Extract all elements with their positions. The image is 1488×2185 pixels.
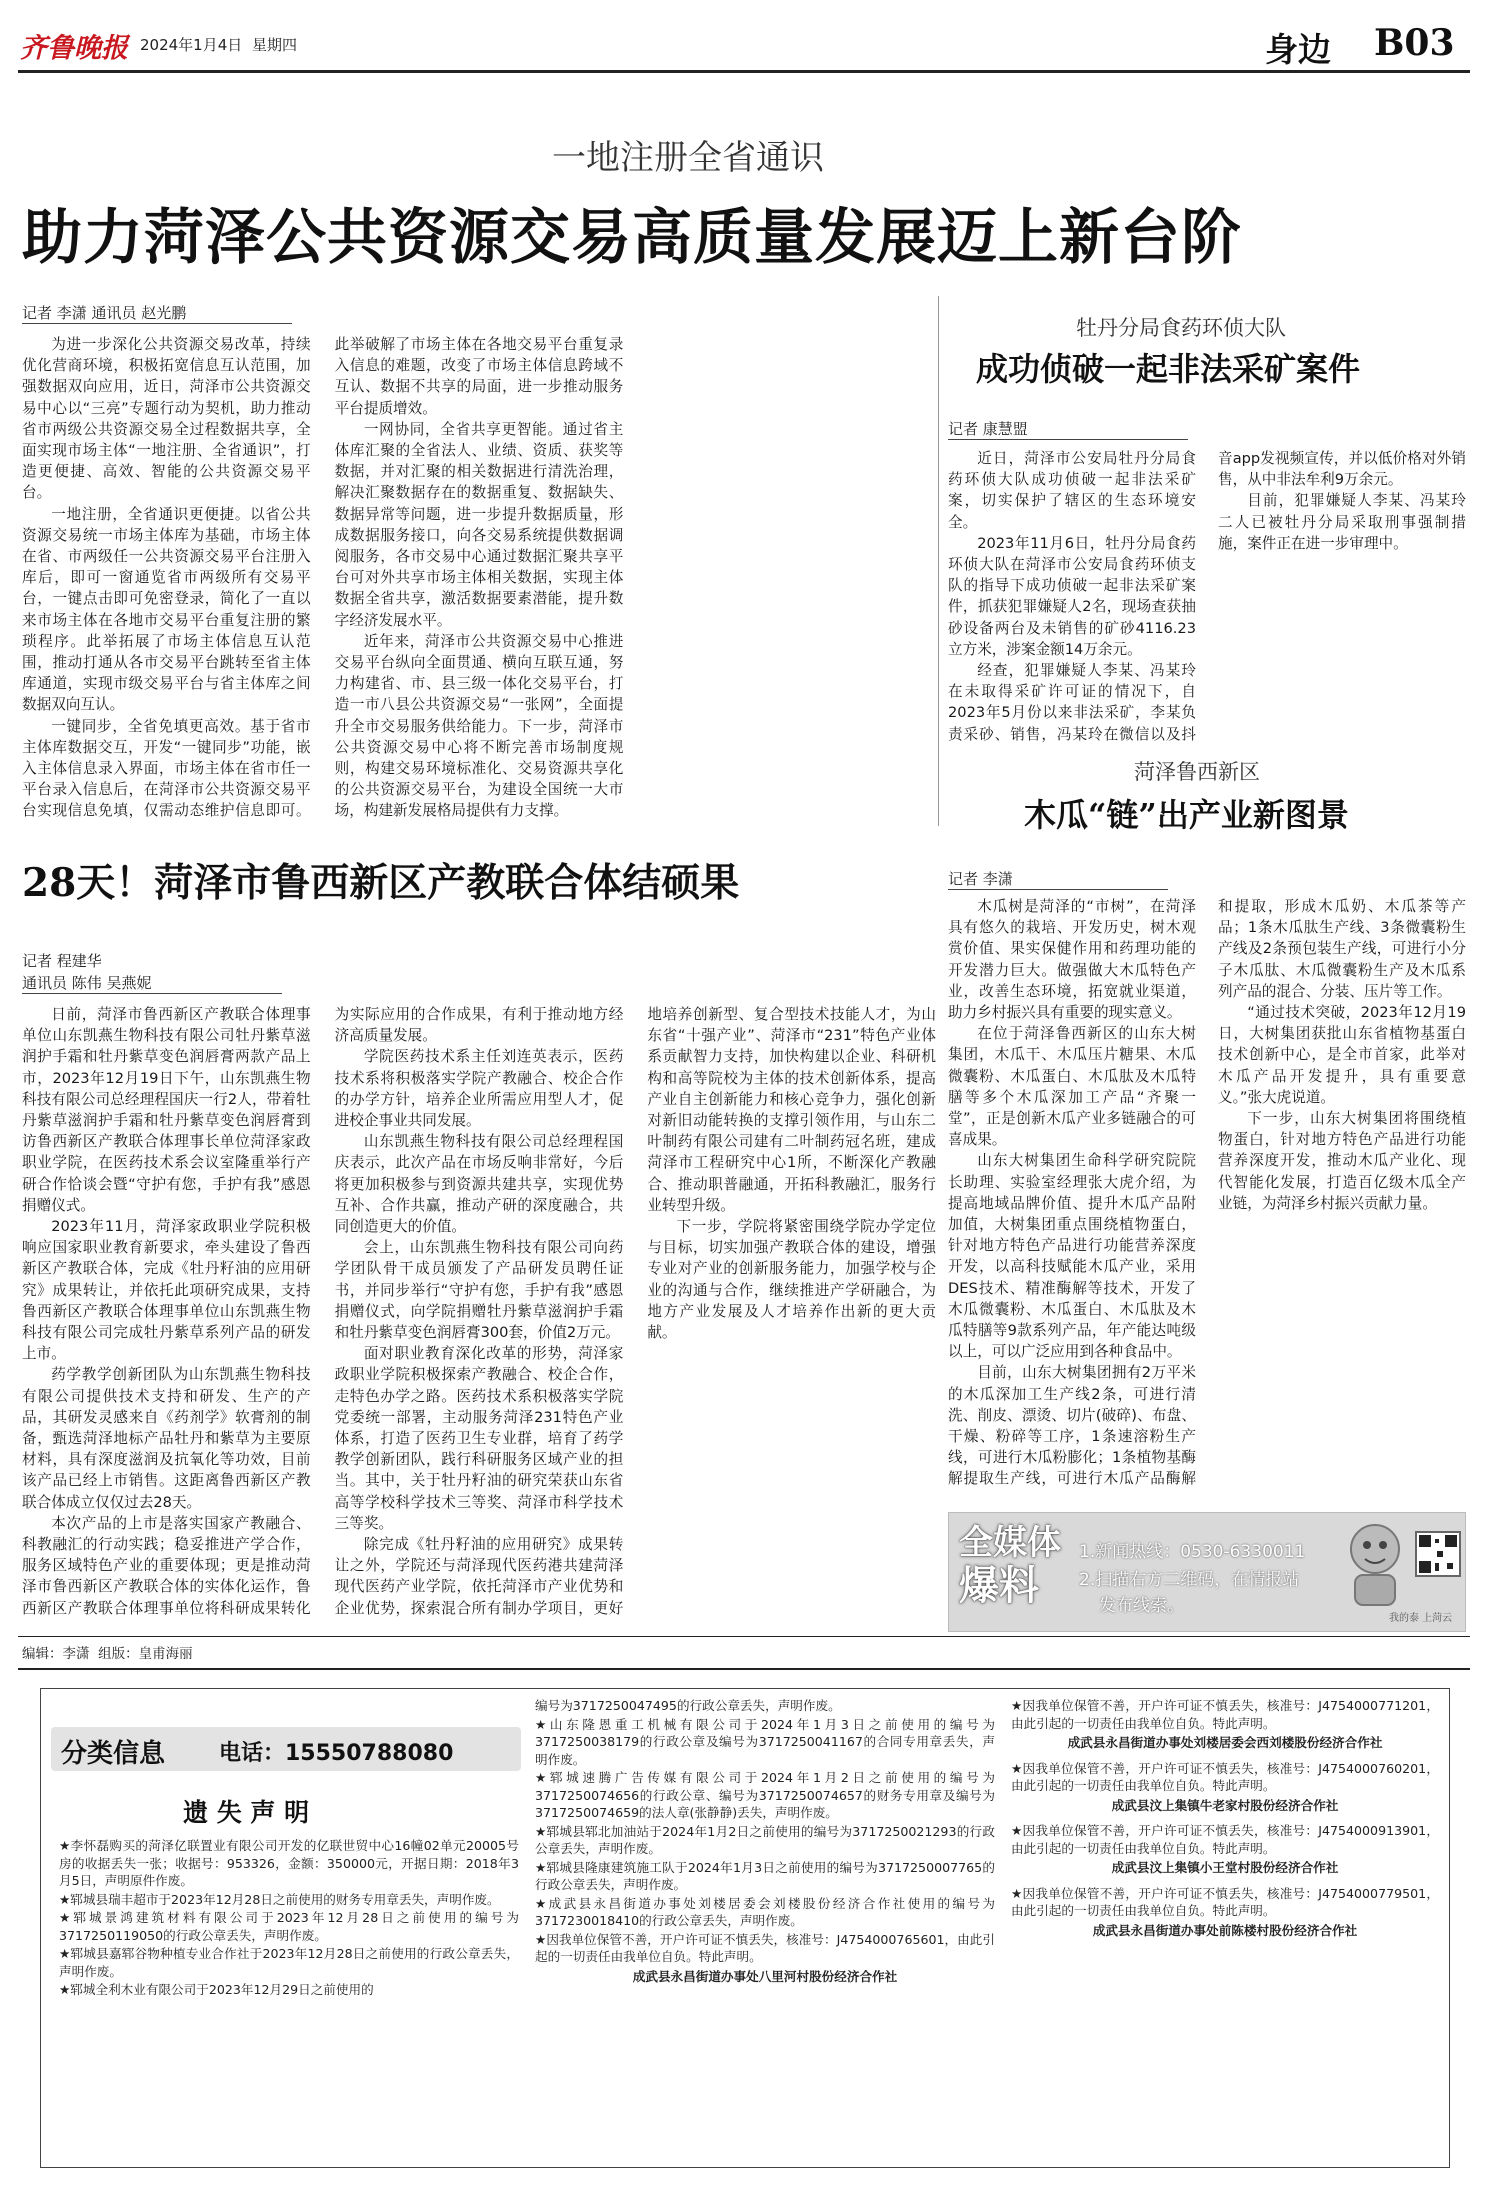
classified-col2 <box>535 1697 995 2159</box>
notice-signature: 成武县汶上集镇小王堂村股份经济合作社 <box>1111 1860 1339 1875</box>
story3-paragraph: 在位于菏泽鲁西新区的山东大树集团，木瓜干、木瓜压片糖果、木瓜微囊粉、木瓜蛋白、木瓜肽及木瓜特膳等多个木瓜深加工产品“齐聚一堂”，正是创新木瓜产业多链融合的可喜成果。 <box>948 1025 1196 1149</box>
story3-paragraph: 山东大树集团生命科学研究院院长助理、实验室经理张大虎介绍，为提高地域品牌价值、提升木瓜产品附加值，大树集团重点围绕植物蛋白，针对地方特色产品进行功能营养深度开发，以高科技赋能木瓜产业，采用DES技术、精准酶解等技术，开发了木瓜微囊粉、木瓜蛋白、木瓜肽及木瓜特膳等9款系列产品，年产能达吨级以上，可以广泛应用到各种食品中。 <box>948 1152 1196 1361</box>
story3-headline: 木瓜“链”出产业新图景 <box>1024 796 1349 834</box>
notice-signature: 成武县永昌街道办事处前陈楼村股份经济合作社 <box>1092 1922 1358 1938</box>
notice-item: ★成武县永昌街道办事处刘楼居委会刘楼股份经济合作社使用的编号为3717230018410的行政公章丢失，声明作废。 <box>535 1895 995 1928</box>
story1-paragraph: 一键同步，全省免填更高效。基于省市主体库数据交互，开发“一键同步”功能，嵌入主体信息录入界面，市场主体在省市任一平台录入信息后，在菏泽市公共资源交易平台实现信息免填，仅需动态维护信息即可。此举破解了市场主体在各地交易平台重复录入信息的难题，改变了市场主体信息跨域不互认、数据不共享的局面，进一步推动服务平台提质增效。 <box>22 336 624 820</box>
story3-body <box>948 896 1466 1506</box>
paper-logo: 齐鲁晚报 <box>20 33 128 64</box>
lost-notice-title: 遗 失 声 明 <box>183 1798 310 1827</box>
story3-byline: 记者 李潇 <box>948 868 1168 890</box>
story4-paragraph: 学院医药技术系主任刘连英表示，医药技术系将积极落实学院产教融合、校企合作的办学方针，培养企业所需应用型人才，促进校企事业共同发展。 <box>334 1048 624 1130</box>
ad-logo-line1: 全媒体 <box>959 1523 1061 1563</box>
section-rule <box>18 1668 1470 1670</box>
story2-paragraph: 目前，犯罪嫌疑人李某、冯某玲二人已被牡丹分局采取刑事强制措施，案件正在进一步审理中。 <box>1218 492 1466 552</box>
story2-byline: 记者 康慧盟 <box>948 418 1188 440</box>
story3-paragraph: 木瓜树是菏泽的“市树”，在菏泽具有悠久的栽培、开发历史，树木观赏价值、果实保健作用和药理功能的开发潜力巨大。做强做大木瓜特色产业，改善生态环境，拓宽就业渠道，助力乡村振兴具有重要的现实意义。 <box>948 898 1196 1022</box>
story4-paragraph: 除完成《牡丹籽油的应用研究》成果转让之外，学院还与菏泽现代医药港共建菏泽现代医药产业学院，依托菏泽市产业优势和企业优势，探索混合所有制办学项目，更好地培养创新型、复合型技术技能人才，为山东省“十强产业”、菏泽市“231”特色产业体系贡献智力支持，加快构建以企业、科研机构和高等院校为主体的技术创新体系，提高产业自主创新能力和核心竞争力，强化创新对新旧动能转换的支撑引领作用，与山东二叶制药有限公司建有二叶制药冠名班，建成菏泽市工程研究中心1所，不断深化产教融合、推动职普融通，开拓科教融汇，服务行业转型升级。 <box>334 1006 936 1617</box>
classified-section <box>40 1688 1450 2168</box>
story4-paragraph: 药学教学创新团队为山东凯燕生物科技有限公司提供技术支持和研发、生产的产品，其研发灵感来自《药剂学》软膏剂的制备，甄选菏泽地标产品牡丹和紫草为主要原材料，具有深度滋润及抗氧化等功效，目前该产品已经上市销售。这距离鲁西新区产教联合体成立仅仅过去28天。 <box>22 1366 311 1511</box>
notice-item: ★因我单位保管不善，开户许可证不慎丢失，核准号：J4754000765601，由此引起的一切责任由我单位自负。特此声明。 <box>535 1931 995 1964</box>
issue-weekday: 星期四 <box>252 36 298 54</box>
masthead <box>0 0 1488 68</box>
ad-hotline: 1.新闻热线：0530-6330011 <box>1079 1542 1306 1562</box>
notice-item: ★因我单位保管不善，开户许可证不慎丢失，核准号：J4754000913901，由此引起的一切责任由我单位自负。特此声明。 <box>1011 1823 1439 1856</box>
story1-kicker: 一地注册全省通识 <box>552 138 824 178</box>
ad-qr-caption: 我的泰 上菏云 <box>1389 1613 1453 1624</box>
story4-paragraph: 下一步，学院将紧密围绕学院办学定位与目标，切实加强产教联合体的建设，增强专业对产业的创新服务能力，加强学校与企业的沟通与合作，继续推进产学研融合，为地方产业发展及人才培养作出新的更大贡献。 <box>647 1218 936 1342</box>
issue-date: 2024年1月4日 <box>140 36 243 54</box>
story4-byline-correspondent: 通讯员 陈伟 吴燕妮 <box>22 972 282 994</box>
story3-kicker: 菏泽鲁西新区 <box>1134 760 1260 784</box>
story1-paragraph: 近年来，菏泽市公共资源交易中心推进交易平台纵向全面贯通、横向互联互通，努力构建省、市、县三级一体化交易平台，打造一市八县公共资源交易“一张网”，全面提升全市交易服务供给能力。下一步，菏泽市公共资源交易中心将不断完善市场制度规则，构建交易环境标准化、交易资源共享化的公共资源交易平台，为建设全国统一大市场，构建新发展格局提供有力支撑。 <box>334 632 624 820</box>
ad-mascot-icon <box>1339 1519 1411 1607</box>
tip-line-ad <box>948 1512 1466 1632</box>
notice-item: ★因我单位保管不善，开户许可证不慎丢失，核准号：J4754000779501，由此引起的一切责任由我单位自负。特此声明。 <box>1011 1885 1439 1918</box>
classified-header <box>51 1727 521 1771</box>
story1-byline: 记者 李潇 通讯员 赵光鹏 <box>22 302 292 324</box>
notice-signature: 成武县汶上集镇牛老家村股份经济合作社 <box>1111 1797 1339 1813</box>
story1-paragraph: 为进一步深化公共资源交易改革，持续优化营商环境，积极拓宽信息互认范围，加强数据双向应用，近日，菏泽市公共资源交易中心以“三亮”专题行动为契机，助力推动省市两级公共资源交易全过程数据共享，全面实现市场主体“一地注册、全省通识”，打造更便捷、高效、智能的公共资源交易平台。 <box>22 336 311 502</box>
notice-item: ★郓城县郓北加油站于2024年1月2日之前使用的编号为3717250021293的行政公章丢失，声明作废。 <box>535 1823 995 1856</box>
story4-body <box>22 1004 936 1630</box>
notice-item: ★郓城县嘉郓谷物种植专业合作社于2023年12月28日之前使用的行政公章丢失，声明作废。 <box>59 1946 519 1979</box>
story4-paragraph: 2023年11月，菏泽家政职业学院积极响应国家职业教育新要求，牵头建设了鲁西新区产教联合体，完成《牡丹籽油的应用研究》成果转让，并依托此项研究成果，支持鲁西新区产教联合体理事单位山东凯燕生物科技有限公司完成牡丹紫草系列产品的研发上市。 <box>22 1218 311 1363</box>
notice-item: ★山东隆恩重工机械有限公司于2024年1月3日之前使用的编号为3717250038179的行政公章及编号为3717250041167的合同专用章丢失，声明作废。 <box>535 1716 995 1767</box>
notice-item: ★郓城全利木业有限公司于2023年12月29日之前使用的 <box>59 1982 374 1997</box>
story1-body <box>22 334 936 824</box>
notice-signature: 成武县永昌街道办事处刘楼居委会西刘楼股份经济合作社 <box>1067 1735 1383 1750</box>
notice-signature: 成武县永昌街道办事处八里河村股份经济合作社 <box>632 1968 898 1984</box>
story1-paragraph: 一网协同，全省共享更智能。通过省主体库汇聚的全省法人、业绩、资质、获奖等数据，并对汇聚的相关数据进行清洗治理，解决汇聚数据存在的数据重复、数据缺失、数据异常等问题，进一步提升数据质量，形成数据服务接口，向各交易系统提供数据调阅服务，各市交易中心通过数据汇聚共享平台可对外共享市场主体相关数据，实现主体数据全省共享，激活数据要素潜能，提升数字经济发展水平。 <box>334 420 624 629</box>
classified-col3 <box>1011 1697 1439 2159</box>
story3-paragraph: 目前，山东大树集团拥有2万平米的木瓜深加工生产线2条，可进行清洗、削皮、漂烫、切片(破碎)、布盘、干燥、粉碎等工序，1条速溶粉生产线，可进行木瓜粉膨化；1条植物基酶解提取生产线，可进行木瓜产品酶解和提取，形成木瓜奶、木瓜茶等产品；1条木瓜肽生产线、3条微囊粉生产线及2条预包装生产线，可进行小分子木瓜肽、木瓜微囊粉生产及木瓜系列产品的混合、分装、压片等工作。 <box>948 898 1466 1488</box>
story4-paragraph: 山东凯燕生物科技有限公司总经理程国庆表示，此次产品在市场反响非常好，今后将更加积极参与到资源共建共享，实现优势互补、合作共赢，推动产研的深度融合，共同创造更大的价值。 <box>334 1133 624 1236</box>
notice-item: ★李怀磊购买的菏泽亿联置业有限公司开发的亿联世贸中心16幢02单元20005号房的收据丢失一张；收据号：953326，金额：350000元，开据日期：2018年3月5日，声明原件作废。 <box>59 1838 519 1888</box>
ad-logo <box>959 1523 1059 1609</box>
notice-item: ★因我单位保管不善，开户许可证不慎丢失，核准号：J4754000760201，由此引起的一切责任由我单位自负。特此声明。 <box>1011 1760 1439 1793</box>
story4-headline: 28天！菏泽市鲁西新区产教联合体结硕果 <box>22 860 740 906</box>
column-divider <box>938 296 939 826</box>
notice-item: ★郓城景鸿建筑材料有限公司于2023年12月28日之前使用的编号为3717250119050的行政公章丢失，声明作废。 <box>59 1910 519 1943</box>
ad-scan-line1: 2.扫描右方二维码，在情报站 <box>1079 1570 1300 1590</box>
story4-paragraph: 本次产品的上市是落实国家产教融合、科教融汇的行动实践；稳妥推进产学合作，服务区域特色产业的重要体现；更是推动菏泽市鲁西新区产教联合体的实体化运作，鲁西新区产教联合体理事单位将科研成果转化为实际应用的合作成果，有利于推动地方经济高质量发展。 <box>22 1006 624 1617</box>
story2-paragraph: 2023年11月6日，牡丹分局食药环侦大队在菏泽市公安局食药环侦支队的指导下成功侦破一起非法采矿案件，抓获犯罪嫌疑人2名，现场查获抽砂设备两台及未销售的矿砂4116.23立方米，涉案金额14万余元。 <box>948 534 1196 658</box>
story4-paragraph: 会上，山东凯燕生物科技有限公司向药学团队骨干成员颁发了产品研发员聘任证书，并同步举行“守护有您，手护有我”感恩捐赠仪式，向学院捐赠牡丹紫草滋润护手霜和牡丹紫草变色润唇膏300套，价值2万元。 <box>334 1239 624 1342</box>
story2-headline: 成功侦破一起非法采矿案件 <box>976 350 1361 388</box>
ad-logo-line2: 爆料 <box>959 1562 1039 1609</box>
notice-item: ★郓城县瑞丰超市于2023年12月28日之前使用的财务专用章丢失，声明作废。 <box>59 1891 500 1907</box>
ad-scan-line2: 发布线索。 <box>1099 1596 1184 1616</box>
story1-headline: 助力菏泽公共资源交易高质量发展迈上新台阶 <box>22 203 1242 273</box>
notice-item: 编号为3717250047495的行政公章丢失，声明作废。 <box>535 1698 841 1713</box>
story2-kicker: 牡丹分局食药环侦大队 <box>1076 316 1286 340</box>
masthead-rule <box>18 70 1470 73</box>
classified-col1 <box>59 1837 519 2157</box>
classified-phone: 电话：15550788080 <box>219 1741 454 1766</box>
editor-rule <box>18 1636 1470 1637</box>
classified-label: 分类信息 <box>61 1739 166 1769</box>
story4-paragraph: 日前，菏泽市鲁西新区产教联合体理事单位山东凯燕生物科技有限公司牡丹紫草滋润护手霜和牡丹紫草变色润唇膏两款产品上市，2023年12月19日下午，山东凯燕生物科技有限公司总经理程国庆一行2人，带着牡丹紫草滋润护手霜和牡丹紫草变色润唇膏到访鲁西新区产教联合体理事长单位菏泽家政职业学院，在医药技术系会议室隆重举行产研合作恰谈会暨“守护有您，手护有我”感恩捐赠仪式。 <box>22 1006 311 1214</box>
story2-body <box>948 448 1466 754</box>
story3-paragraph: “通过技术突破，2023年12月19日，大树集团获批山东省植物基蛋白技术创新中心，是全市首家，此举对木瓜产品开发提升，具有重要意义。”张大虎说道。 <box>1218 1004 1466 1106</box>
story4-paragraph: 面对职业教育深化改革的形势，菏泽家政职业学院积极探索产教融合、校企合作，走特色办学之路。医药技术系积极落实学院党委统一部署，主动服务菏泽231特色产业体系，打造了医药卫生专业群，培育了药学教学创新团队，践行科研服务区域产业的担当。其中，关于牡丹籽油的研究荣获山东省高等学校科学技术三等奖、菏泽市科学技术三等奖。 <box>334 1345 624 1532</box>
notice-item: ★郓城县隆康建筑施工队于2024年1月3日之前使用的编号为3717250007765的行政公章丢失，声明作废。 <box>535 1859 995 1892</box>
story1-paragraph: 一地注册，全省通识更便捷。以省公共资源交易统一市场主体库为基础，市场主体在省、市两级任一公共资源交易平台注册入库后，即可一窗通览省市两级所有交易平台，一键点击即可免密登录，简化了一直以来市场主体在各地市交易平台重复注册的繁琐程序。此举拓展了市场主体信息互认范围，推动打通从各市交易平台跳转至省主体库通道，实现市级交易平台与省主体库之间数据双向互认。 <box>22 505 311 714</box>
notice-item: ★因我单位保管不善，开户许可证不慎丢失，核准号：J4754000771201，由此引起的一切责任由我单位自负。特此声明。 <box>1011 1698 1439 1731</box>
story4-byline-reporter: 记者 程建华 <box>22 952 102 970</box>
notice-item: ★郓城速腾广告传媒有限公司于2024年1月2日之前使用的编号为3717250074656的行政公章、编号为3717250074657的财务专用章及编号为3717250074659的法人章(张静静)丢失，声明作废。 <box>535 1770 995 1820</box>
section-name: 身边 <box>1265 30 1331 69</box>
story3-paragraph: 下一步，山东大树集团将围绕植物蛋白，针对地方特色产品进行功能营养深度开发，推动木瓜产业化、现代智能化发展，打造百亿级木瓜全产业链，为菏泽乡村振兴贡献力量。 <box>1218 1110 1466 1212</box>
story2-paragraph: 近日，菏泽市公安局牡丹分局食药环侦大队成功侦破一起非法采矿案，切实保护了辖区的生态环境安全。 <box>948 450 1196 531</box>
ad-qr-code[interactable] <box>1415 1531 1461 1577</box>
editor-credits: 编辑：李潇 组版：皇甫海丽 <box>22 1646 193 1662</box>
page-number: B03 <box>1374 22 1455 64</box>
story2-paragraph: 经查，犯罪嫌疑人李某、冯某玲在未取得采矿许可证的情况下，自2023年5月份以来非法采矿，李某负责采砂、销售，冯某玲在微信以及抖音app发视频宣传，并以低价格对外销售，从中非法牟利9万余元。 <box>948 450 1466 743</box>
